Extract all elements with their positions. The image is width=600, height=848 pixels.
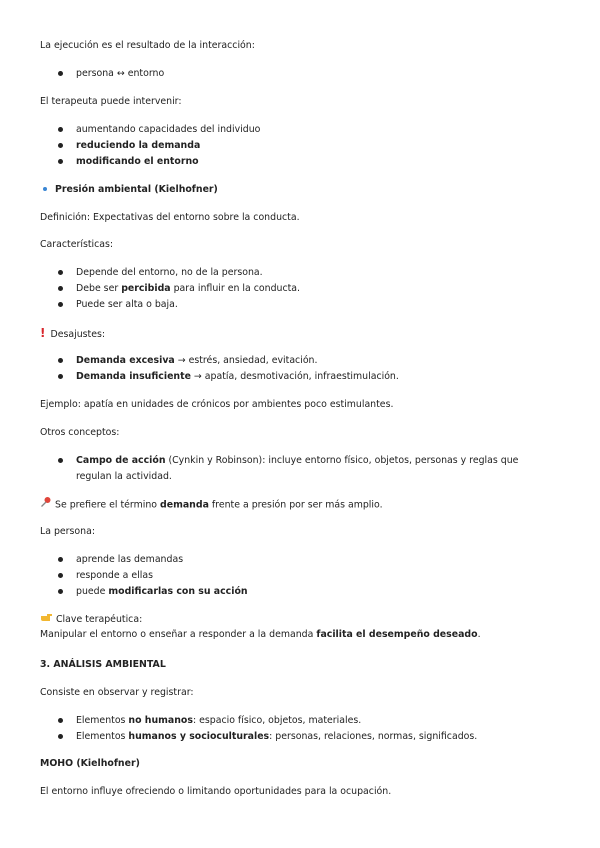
pushpin-icon — [40, 496, 52, 514]
bullet — [58, 734, 63, 739]
list-item: aprende las demandas — [76, 554, 184, 565]
therapeutic-key-text: Manipular el entorno o enseñar a responder a la demanda facilita el desempeño deseado. — [40, 629, 481, 640]
mismatch-label: ! Desajustes: — [40, 326, 106, 340]
pin-note: Se prefiere el término demanda frente a presión por ser más amplio. — [40, 496, 560, 514]
list-item: responde a ellas — [76, 570, 153, 581]
person-label: La persona: — [40, 526, 95, 537]
list-item: modificando el entorno — [76, 156, 199, 167]
list-item: Campo de acción (Cynkin y Robinson): incluye entorno físico, objetos, personas y reglas que regulan la actividad. — [76, 455, 519, 482]
blue-dot-icon — [43, 187, 47, 191]
section-heading-moho: MOHO (Kielhofner) — [40, 758, 140, 769]
example-text: Ejemplo: apatía en unidades de crónicos por ambientes poco estimulantes. — [40, 399, 394, 410]
bullet — [58, 374, 63, 379]
bullet — [58, 286, 63, 291]
bullet — [58, 127, 63, 132]
list-item: Puede ser alta o baja. — [76, 299, 178, 310]
list-item: Depende del entorno, no de la persona. — [76, 267, 263, 278]
bullet — [58, 589, 63, 594]
list-item: Elementos humanos y socioculturales: personas, relaciones, normas, significados. — [76, 731, 478, 742]
bullet — [58, 302, 63, 307]
bullet — [58, 458, 63, 463]
list-item: Debe ser percibida para influir en la conducta. — [76, 283, 301, 294]
section-heading-analisis: 3. ANÁLISIS AMBIENTAL — [40, 659, 166, 670]
list-item: aumentando capacidades del individuo — [76, 124, 261, 135]
list-item: Demanda insuficiente → apatía, desmotivación, infraestimulación. — [76, 371, 399, 382]
list-item: reduciendo la demanda — [76, 140, 201, 151]
bullet — [58, 143, 63, 148]
therapeutic-key-label: Clave terapéutica: — [40, 611, 560, 628]
bullet — [58, 270, 63, 275]
bullet — [58, 358, 63, 363]
definition-text: Definición: Expectativas del entorno sobre la conducta. — [40, 212, 300, 223]
bullet — [58, 71, 63, 76]
bullet — [58, 159, 63, 164]
list-item: puede modificarlas con su acción — [76, 586, 248, 597]
list-item: Elementos no humanos: espacio físico, objetos, materiales. — [76, 715, 362, 726]
pointing-hand-icon — [40, 611, 53, 628]
bullet — [58, 557, 63, 562]
therapist-intro: El terapeuta puede intervenir: — [40, 96, 182, 107]
list-item: persona ↔ entorno — [76, 68, 165, 79]
other-concepts-label: Otros conceptos: — [40, 427, 120, 438]
bullet — [58, 718, 63, 723]
section-heading-presion: Presión ambiental (Kielhofner) — [40, 182, 560, 198]
exclamation-icon: ! — [40, 326, 46, 340]
intro-text: La ejecución es el resultado de la interacción: — [40, 40, 255, 51]
bullet — [58, 573, 63, 578]
list-item: Demanda excesiva → estrés, ansiedad, evitación. — [76, 355, 318, 366]
characteristics-label: Características: — [40, 239, 114, 250]
environment-text: El entorno influye ofreciendo o limitando oportunidades para la ocupación. — [40, 786, 392, 797]
consists-text: Consiste en observar y registrar: — [40, 687, 194, 698]
